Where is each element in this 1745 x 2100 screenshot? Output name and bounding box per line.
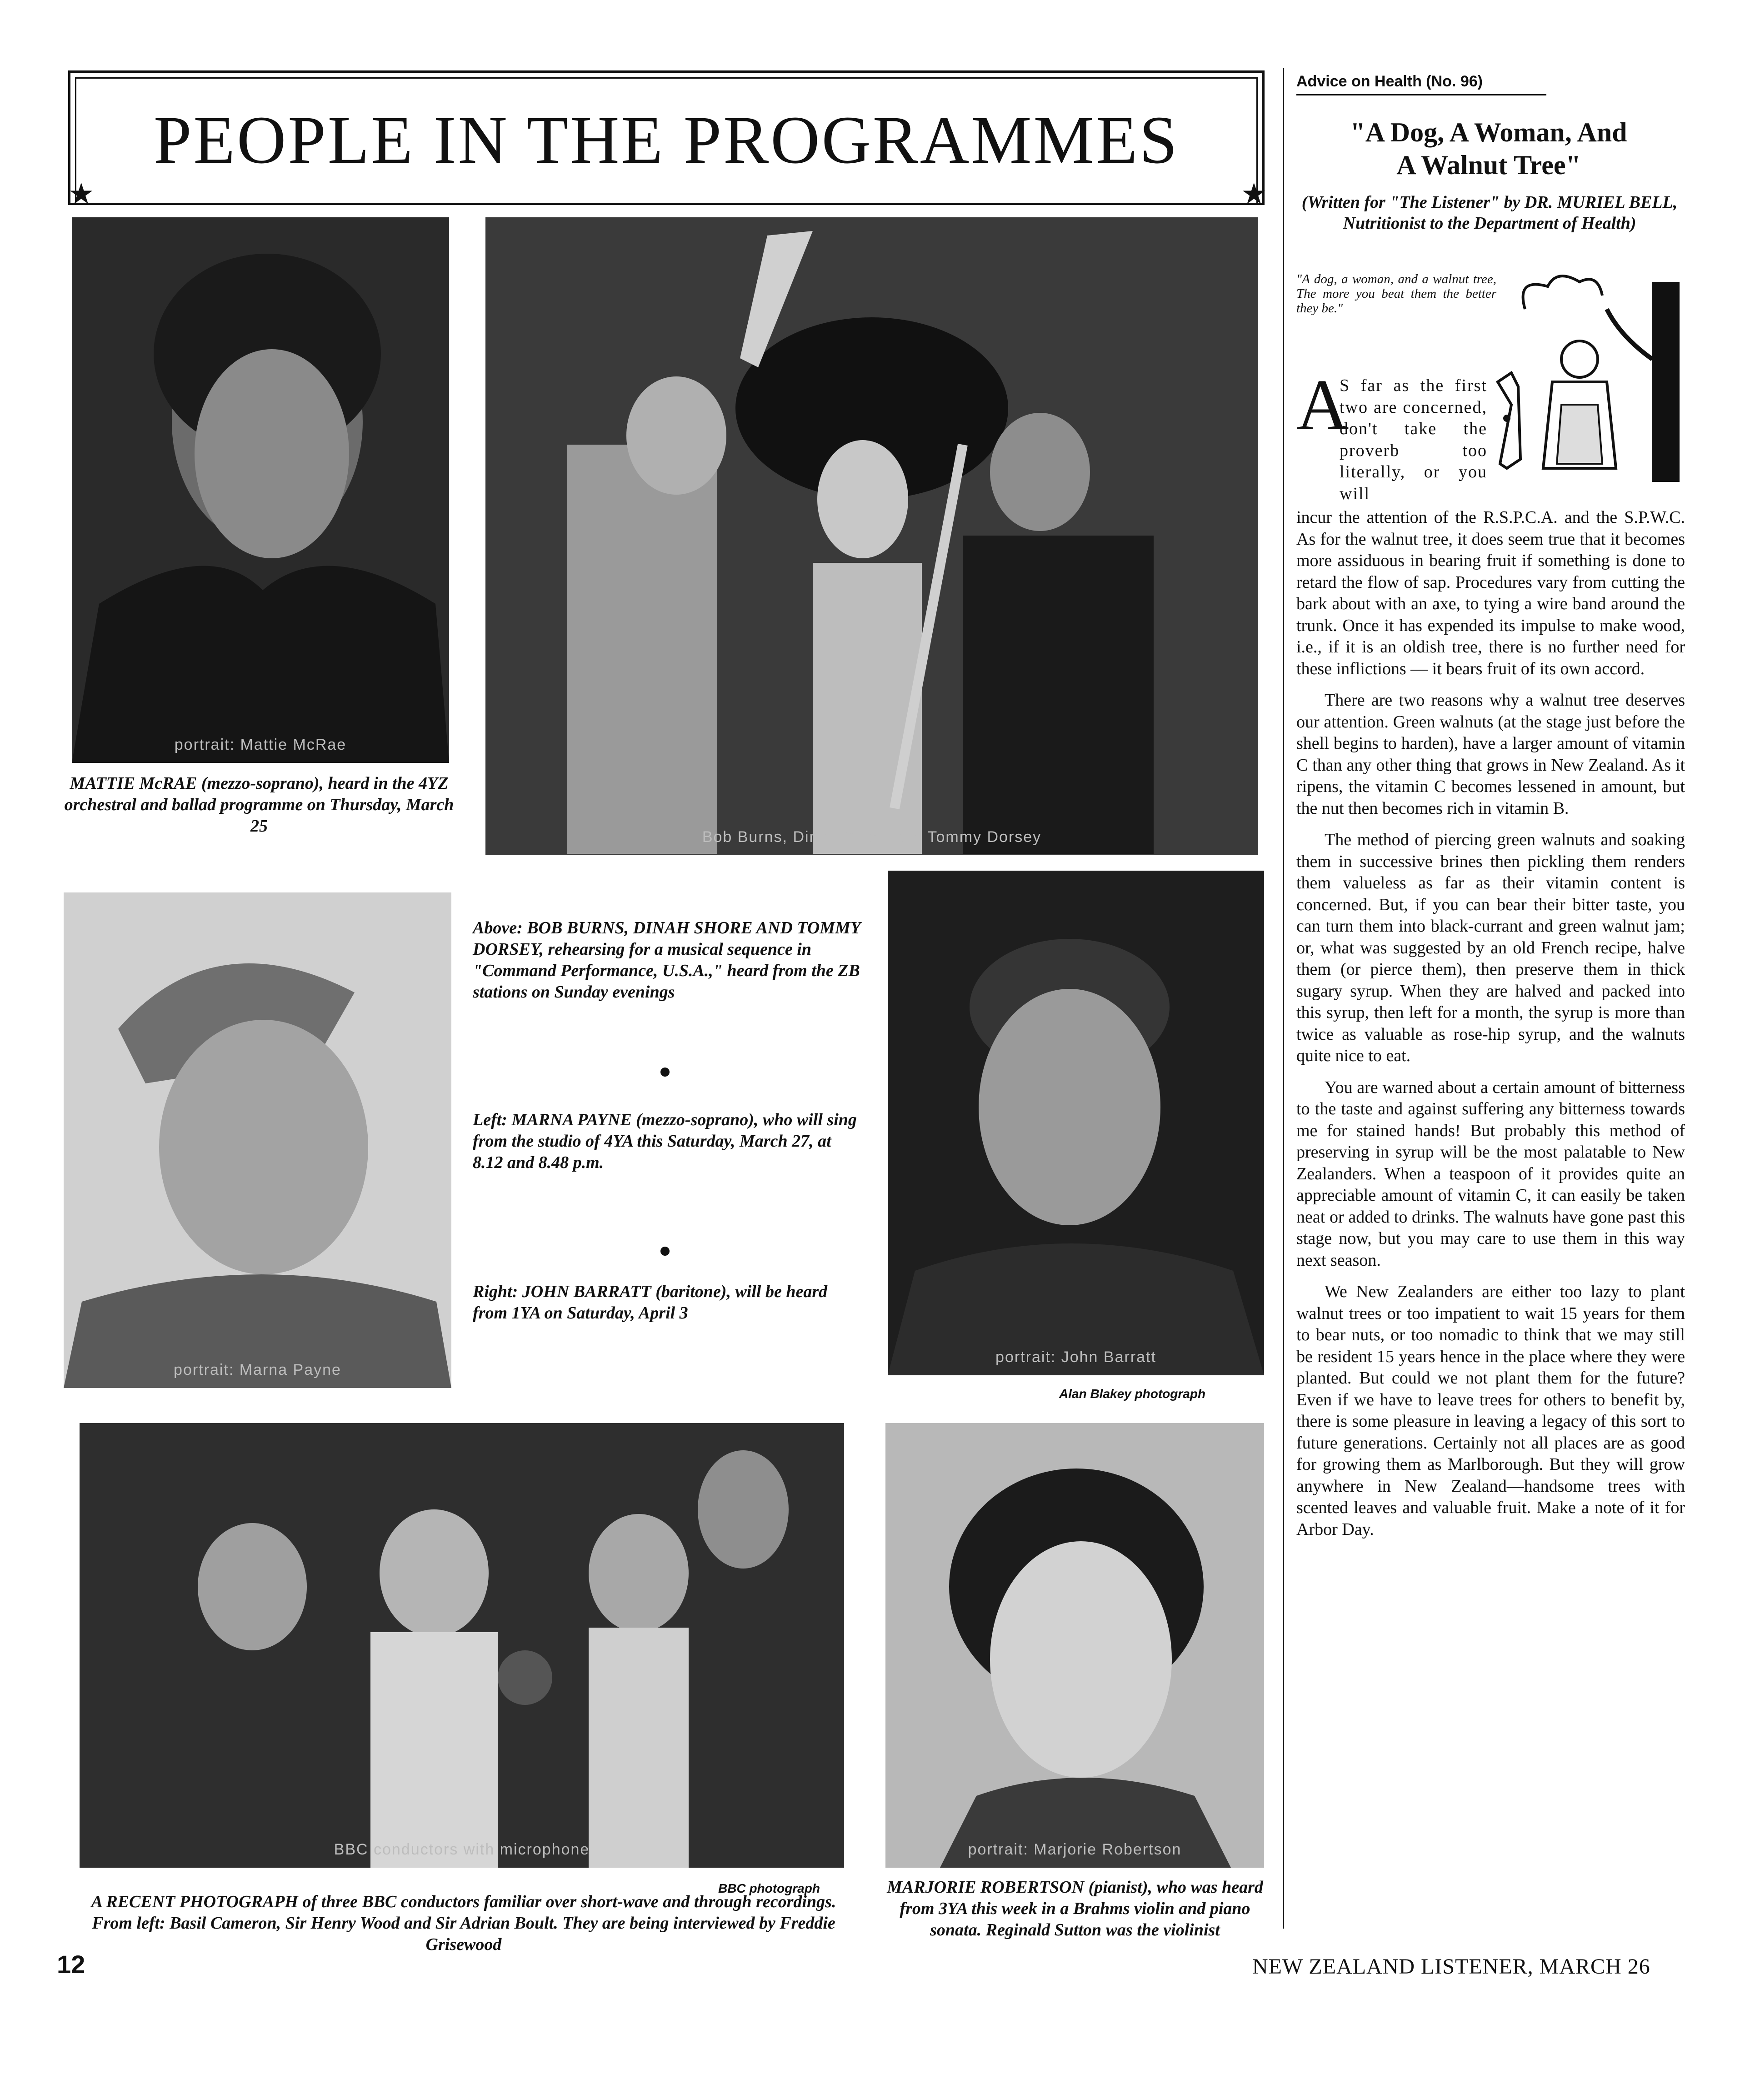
article-paragraph-4: You are warned about a certain amount of bitterness to the taste and against suffering any bitterness towards me for stained hands! But probably this method of preserving in syrup will be the most palatable to New Zealanders. When a teaspoon of it provides quite an appreciable amount of vitamin C, it can easily be taken neat or added to drinks. The walnuts have gone past this stage now, but you may care to use them in this way next season. [1296,1078,1685,1270]
star-icon: ★ [1241,178,1267,210]
article-body [1296,507,1685,1550]
article-opening-lines: S far as the first two are concerned, don't take the proverb too literally, or you will [1340,376,1487,503]
caption-center-right: Right: JOHN BARRATT (baritone), will be heard from 1YA on Saturday, April 3 [473,1282,828,1323]
article-title-line-2: A Walnut Tree" [1396,150,1581,180]
article-series: Advice on Health (No. 96) [1296,73,1483,90]
credit-bbc: BBC photograph [718,1881,820,1895]
credit-alan-blakey: Alan Blakey photograph [1059,1387,1206,1401]
bullet-dot [660,1247,670,1256]
photo-marjorie-robertson: portrait: Marjorie Robertson [885,1423,1264,1868]
article-title [1293,116,1684,181]
page-number: 12 [57,1950,85,1979]
column-rule [1283,68,1284,1929]
article-series-rule [1296,94,1546,95]
photo-mattie-mcrae: portrait: Mattie McRae [72,217,449,763]
dog-woman-walnut-tree-illustration [1493,268,1689,486]
article-epigraph: "A dog, a woman, and a walnut tree, The more you beat them the better they be." [1296,272,1496,316]
article-paragraph-3: The method of piercing green walnuts and soaking them in successive brines then pickling them renders them valueless as far as their vitamin content is concerned. But, if you can bear their bitter taste, you can turn them into black-currant and green walnut jam; or, what was suggested by an old French recipe, halve them (or pierce them), then preserve them in thick sugary syrup. When they are halved and packed into this syrup, then left for a month, the syrup is more than twice as valuable as rose-hip syrup, and the walnuts quite nice to eat. [1296,830,1685,1065]
caption-mattie-mcrae: MATTIE McRAE (mezzo-soprano), heard in the 4YZ orchestral and ballad programme on Thursday, March 25 [64,774,454,836]
photo-john-barratt: portrait: John Barratt [888,871,1264,1375]
caption-bbc-conductors: A RECENT PHOTOGRAPH of three BBC conductors familiar over short-wave and through recordings. From left: Basil Cameron, Sir Henry Wood and Sir Adrian Boult. They are being interviewed by Freddie Grisewood [91,1892,836,1954]
photo-burns-shore-dorsey: Bob Burns, Dinah Shore and Tommy Dorsey [485,217,1258,855]
photo-marna-payne: portrait: Marna Payne [64,892,451,1388]
caption-marjorie-robertson: MARJORIE ROBERTSON (pianist), who was heard from 3YA this week in a Brahms violin and piano sonata. Reginald Sutton was the violinist [887,1878,1263,1940]
page-title: PEOPLE IN THE PROGRAMMES [154,102,1179,178]
photo-bbc-conductors: BBC conductors with microphone [80,1423,844,1868]
star-icon: ★ [68,178,95,210]
caption-center-above: Above: BOB BURNS, DINAH SHORE AND TOMMY DORSEY, rehearsing for a musical sequence in "Command Performance, U.S.A.," heard from the ZB stations on Sunday evenings [473,918,860,1002]
headline-frame [68,70,1265,205]
article-paragraph-5: We New Zealanders are either too lazy to plant walnut trees or too impatient to wait 15 years for them to bear nuts, or too nomadic to think that we may still be resident 15 years hence in the place where they were planted. But could we not plant them for the future? Even if we have to leave trees for others to benefit by, there is some pleasure in leaving a legacy of this sort to future generations. Certainly not all places are as good for growing them as Marlborough. But they will grow anywhere in New Zealand—handsome trees with scented leaves and valuable fruit. Make a note of it for Arbor Day. [1296,1282,1685,1539]
article-paragraph-2: There are two reasons why a walnut tree deserves our attention. Green walnuts (at the stage just before the shell begins to harden), have a larger amount of vitamin C than any other thing that grows in New Zealand. As it ripens, the vitamin C becomes lessened in amount, but the nut then becomes rich in vitamin B. [1296,691,1685,818]
footer-publication: NEW ZEALAND LISTENER, MARCH 26 [1252,1955,1650,1979]
drop-cap: A [1296,364,1349,445]
article-paragraph-1: incur the attention of the R.S.P.C.A. and the S.P.W.C. As for the walnut tree, it does seem true that it becomes more assiduous in bearing fruit if something is done to retard the flow of sap. Procedures vary from cutting the bark about with an axe, to tying a wire band around the trunk. Once it has expended its impulse to make wood, i.e., if it is an oldish tree, there is no further need for these inflictions — it bears fruit of its own accord. [1296,508,1685,678]
caption-center-left: Left: MARNA PAYNE (mezzo-soprano), who will sing from the studio of 4YA this Saturday, March 27, at 8.12 and 8.48 p.m. [473,1110,857,1172]
article-title-line-1: "A Dog, A Woman, And [1350,117,1627,147]
bullet-dot [660,1068,670,1077]
article-byline: (Written for "The Listener" by DR. MURIEL BELL, Nutritionist to the Department of Health) [1301,193,1678,233]
